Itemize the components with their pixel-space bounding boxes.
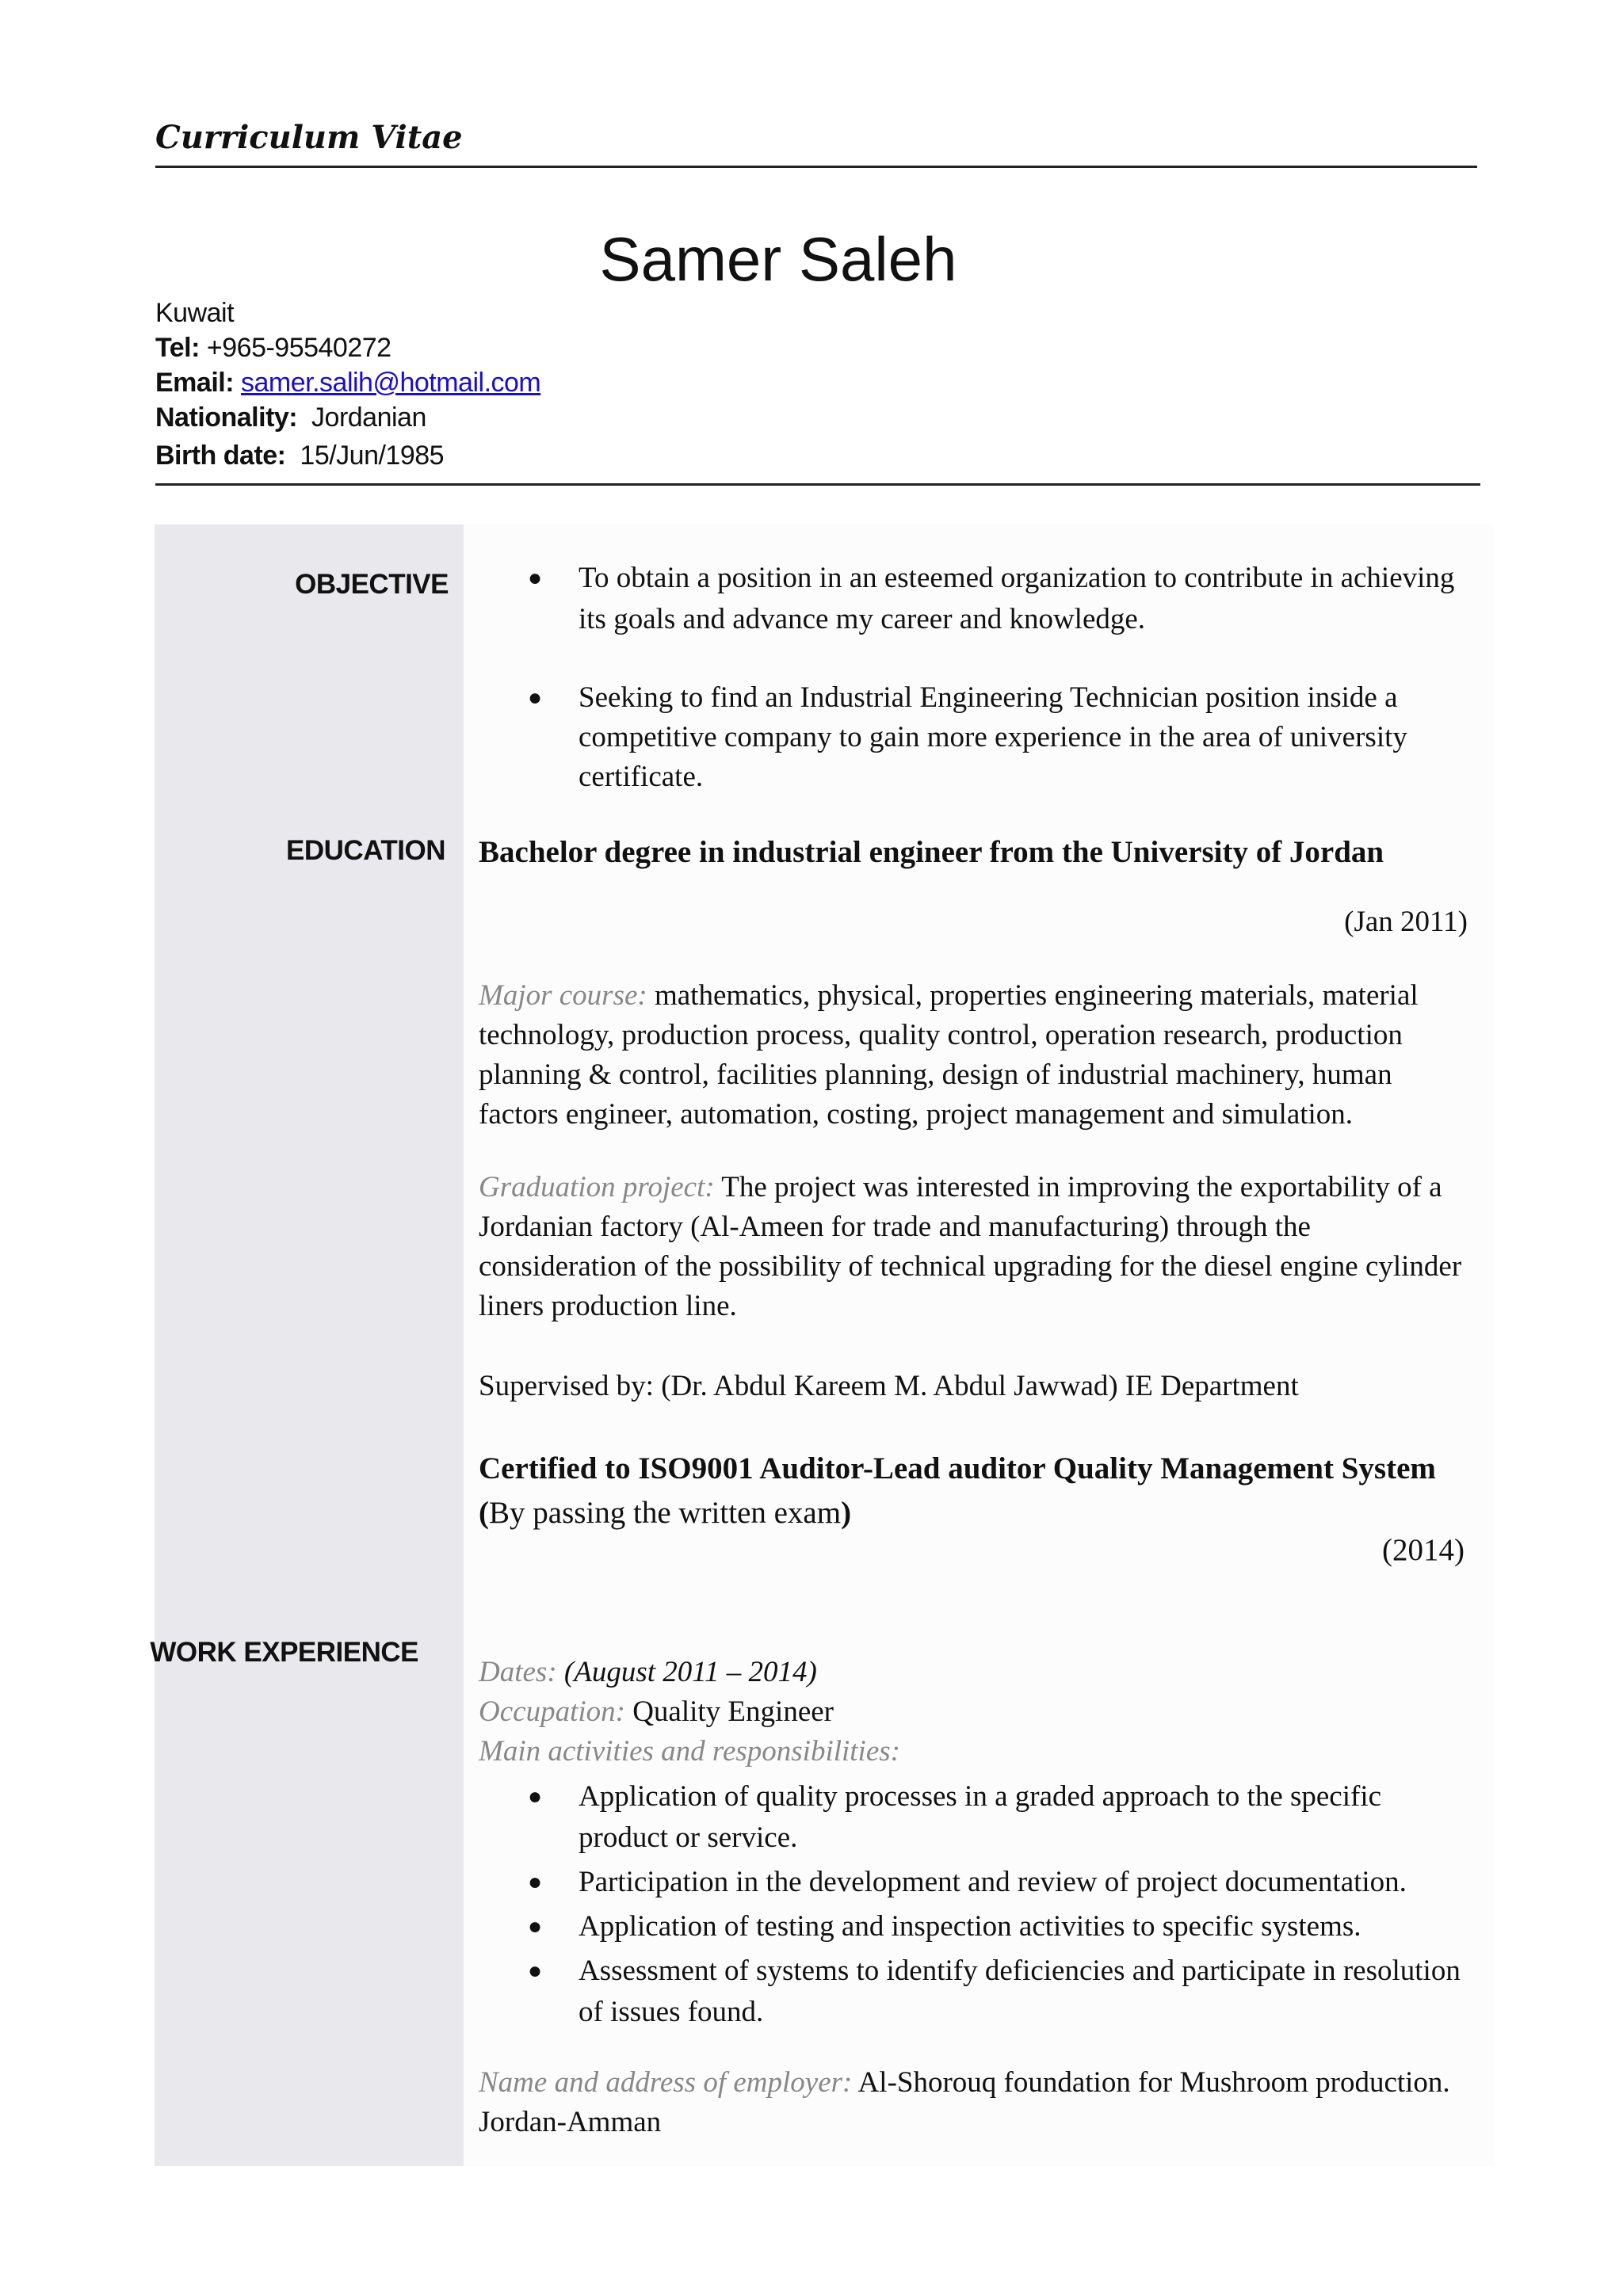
list-item xyxy=(479,1951,1474,2033)
list-item xyxy=(479,1906,1474,1947)
objective-item xyxy=(479,558,1474,640)
section-label-education: EDUCATION xyxy=(286,835,445,866)
work-dates xyxy=(479,1653,1474,1692)
certification-note: By passing the written exam xyxy=(489,1496,842,1530)
activity-text: Participation in the development and review of project documentation. xyxy=(579,1866,1407,1898)
degree-title: Bachelor degree in industrial engineer from the University of Jordan xyxy=(479,835,1384,869)
section-sidebar xyxy=(155,524,464,2166)
candidate-name: Samer Saleh xyxy=(599,224,957,294)
dates-label: Dates: xyxy=(479,1656,557,1688)
bullet-icon: ● xyxy=(528,1869,543,1895)
certification-title: Certified to ISO9001 Auditor-Lead auditor Quality Management System ( xyxy=(479,1451,1436,1530)
work-experience-block xyxy=(479,1653,1474,2036)
employer-label: Name and address of employer: xyxy=(479,2066,853,2099)
certification-date: (2014) xyxy=(1382,1533,1465,1567)
major-course-paragraph xyxy=(479,976,1474,1135)
certification-close: ) xyxy=(841,1496,852,1530)
degree-date: (Jan 2011) xyxy=(1344,906,1468,938)
birth-label: Birth date: xyxy=(155,441,286,471)
bullet-icon: ● xyxy=(528,1783,543,1810)
activity-text: Application of quality processes in a graded approach to the specific product or service. xyxy=(579,1780,1382,1854)
email-label: Email: xyxy=(155,368,235,398)
nationality-value: Jordanian xyxy=(311,402,426,433)
objective-item xyxy=(479,678,1474,797)
contact-tel xyxy=(155,333,391,364)
nationality-label: Nationality: xyxy=(155,402,298,433)
contact-birth-date xyxy=(155,441,444,471)
activity-text: Assessment of systems to identify deficiencies and participate in resolution of issues found. xyxy=(579,1955,1461,2028)
contact-divider xyxy=(155,483,1480,486)
list-item xyxy=(479,1776,1474,1859)
major-course-text: mathematics, physical, properties engineering materials, material technology, production process, quality control, operation research, production planning & control, facilities planning, design of industrial machinery, human factors engineer, automation, costing, project management and simulation. xyxy=(479,979,1419,1131)
bullet-icon: ● xyxy=(528,1958,543,1984)
contact-email xyxy=(155,368,540,399)
section-label-work-experience: WORK EXPERIENCE xyxy=(150,1637,418,1668)
tel-value: +965-95540272 xyxy=(206,333,391,363)
work-occupation xyxy=(479,1692,1474,1732)
employer-value: Al-Shorouq foundation for Mushroom production. Jordan-Amman xyxy=(479,2066,1450,2138)
dates-value: (August 2011 – 2014) xyxy=(563,1656,817,1688)
activities-label: Main activities and responsibilities: xyxy=(479,1735,900,1768)
document-header-title: Curriculum Vitae xyxy=(155,119,463,156)
birth-value: 15/Jun/1985 xyxy=(300,441,445,471)
certification xyxy=(479,1447,1474,1535)
header-divider xyxy=(155,166,1477,168)
objective-text: Seeking to find an Industrial Engineering Technician position inside a competitive company to gain more experience in the area of university certificate. xyxy=(579,681,1407,793)
email-link[interactable]: samer.salih@hotmail.com xyxy=(241,368,541,398)
occupation-label: Occupation: xyxy=(479,1695,625,1728)
graduation-project-text: The project was interested in improving the exportability of a Jordanian factory (Al-Ameen for trade and manufacturing) through the consideration of the possibility of technical upgrading for the diesel engine cylinder liners production line. xyxy=(479,1171,1462,1322)
section-label-objective: OBJECTIVE xyxy=(295,569,449,600)
supervised-by: Supervised by: (Dr. Abdul Kareem M. Abdul Jawwad) IE Department xyxy=(479,1370,1299,1402)
activity-text: Application of testing and inspection activities to specific systems. xyxy=(579,1910,1361,1943)
occupation-value: Quality Engineer xyxy=(632,1695,834,1728)
graduation-project-paragraph xyxy=(479,1168,1474,1326)
contact-nationality xyxy=(155,402,426,433)
contact-location: Kuwait xyxy=(155,298,235,328)
activities-list xyxy=(479,1776,1474,2033)
employer-paragraph xyxy=(479,2063,1474,2142)
graduation-project-label: Graduation project: xyxy=(479,1171,715,1203)
objective-text: To obtain a position in an esteemed organization to contribute in achieving its goals and advance my career and knowledge. xyxy=(579,562,1455,635)
major-course-label: Major course: xyxy=(479,979,647,1012)
bullet-icon: ● xyxy=(528,565,543,591)
tel-label: Tel: xyxy=(155,333,200,363)
list-item xyxy=(479,1862,1474,1903)
bullet-icon: ● xyxy=(528,1913,543,1939)
bullet-icon: ● xyxy=(528,685,543,711)
